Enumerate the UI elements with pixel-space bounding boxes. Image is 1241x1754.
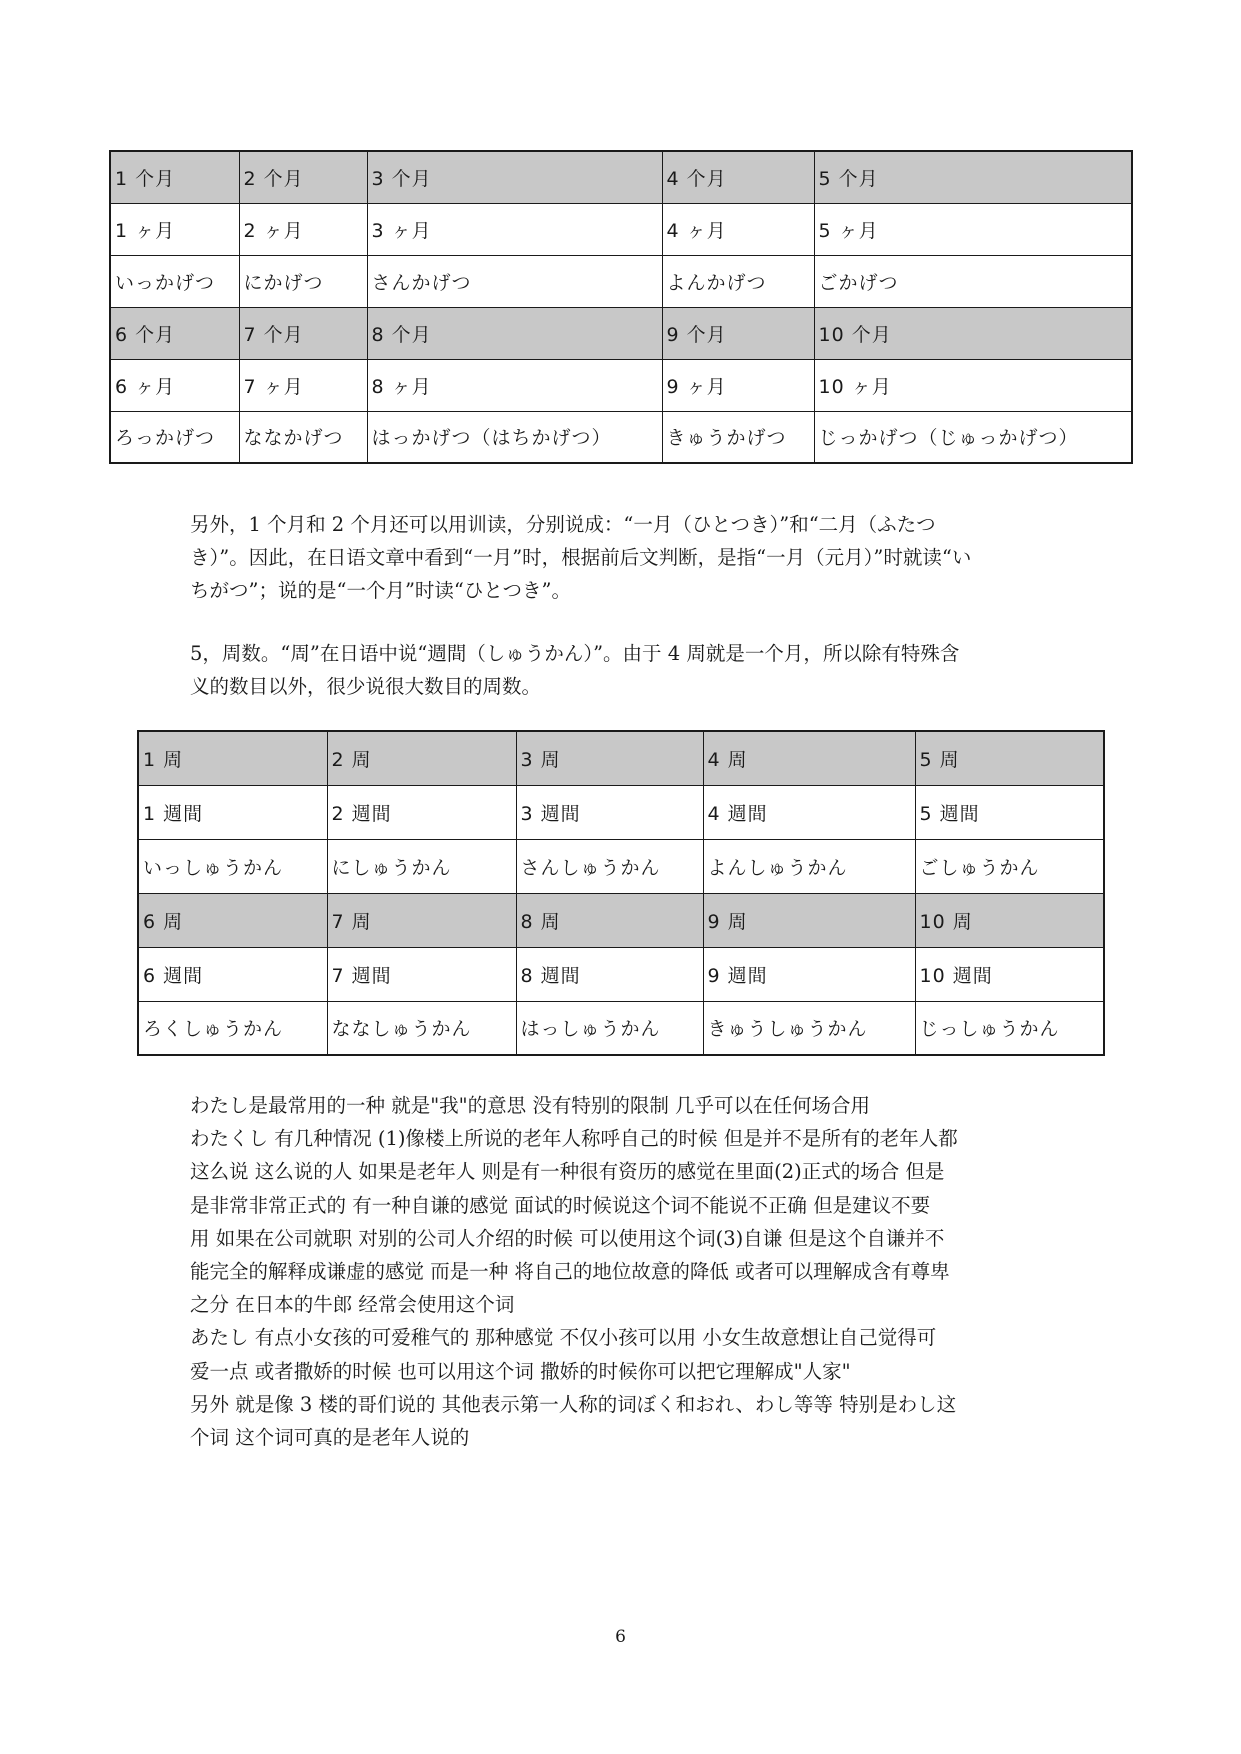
months-cell: 8 ヶ月: [367, 359, 662, 411]
months-cell: ろっかげつ: [110, 411, 239, 463]
months-cell: 3 个月: [367, 151, 662, 203]
note-line: 另外，1 个月和 2 个月还可以用训读，分别说成：“一月（ひとつき）”和“二月（ふたつ: [190, 513, 936, 536]
month-reading-note: [190, 508, 971, 607]
weeks-cell: 9 週間: [703, 947, 915, 1001]
weeks-intro-paragraph: [190, 637, 959, 703]
months-cell: 9 个月: [662, 307, 814, 359]
months-cell: ごかげつ: [814, 255, 1132, 307]
pronoun-note-line: 个词 这个词可真的是老年人说的: [190, 1426, 470, 1450]
months-cell: 7 个月: [239, 307, 367, 359]
months-cell: 3 ヶ月: [367, 203, 662, 255]
months-cell: 1 个月: [110, 151, 239, 203]
months-cell: 6 个月: [110, 307, 239, 359]
months-row: [110, 203, 1132, 255]
weeks-cell: ろくしゅうかん: [138, 1001, 327, 1055]
intro-line: 义的数目以外，很少说很大数目的周数。: [190, 675, 542, 698]
weeks-cell: さんしゅうかん: [516, 839, 703, 893]
months-cell: 4 个月: [662, 151, 814, 203]
months-cell: 6 ヶ月: [110, 359, 239, 411]
pronoun-note-line: 能完全的解释成谦虚的感觉 而是一种 将自己的地位故意的降低 或者可以理解成含有尊卑: [190, 1260, 950, 1284]
weeks-table-body: [138, 731, 1104, 1055]
weeks-cell: じっしゅうかん: [915, 1001, 1104, 1055]
page-number: 6: [615, 1627, 626, 1647]
months-row: [110, 359, 1132, 411]
pronoun-note-line: 另外 就是像 3 楼的哥们说的 其他表示第一人称的词ぼく和おれ、わし等等 特别是わし这: [190, 1392, 957, 1416]
weeks-cell: 8 週間: [516, 947, 703, 1001]
weeks-cell: 2 週間: [327, 785, 516, 839]
weeks-cell: 10 周: [915, 893, 1104, 947]
months-cell: 1 ヶ月: [110, 203, 239, 255]
pronoun-note-line: 爱一点 或者撒娇的时候 也可以用这个词 撒娇的时候你可以把它理解成"人家": [190, 1359, 851, 1383]
months-header-row: [110, 151, 1132, 203]
weeks-cell: 10 週間: [915, 947, 1104, 1001]
pronoun-note-line: 这么说 这么说的人 如果是老年人 则是有一种很有资历的感觉在里面(2)正式的场合 但是: [190, 1160, 945, 1184]
months-table: [109, 150, 1133, 464]
note-line: き）”。因此，在日语文章中看到“一月”时，根据前后文判断，是指“一月（元月）”时就读“い: [190, 546, 972, 569]
weeks-cell: 8 周: [516, 893, 703, 947]
weeks-cell: よんしゅうかん: [703, 839, 915, 893]
weeks-cell: 9 周: [703, 893, 915, 947]
weeks-cell: いっしゅうかん: [138, 839, 327, 893]
months-cell: にかげつ: [239, 255, 367, 307]
weeks-row: [138, 839, 1104, 893]
weeks-cell: ごしゅうかん: [915, 839, 1104, 893]
weeks-cell: ななしゅうかん: [327, 1001, 516, 1055]
weeks-cell: 5 周: [915, 731, 1104, 785]
months-row: [110, 411, 1132, 463]
months-cell: 2 ヶ月: [239, 203, 367, 255]
months-cell: 5 ヶ月: [814, 203, 1132, 255]
weeks-table: [137, 730, 1105, 1056]
weeks-header-row: [138, 893, 1104, 947]
weeks-cell: 6 周: [138, 893, 327, 947]
months-cell: 9 ヶ月: [662, 359, 814, 411]
pronoun-note-line: わたくし 有几种情况 (1)像楼上所说的老年人称呼自己的时候 但是并不是所有的老年人都: [190, 1127, 958, 1151]
weeks-cell: 7 週間: [327, 947, 516, 1001]
months-cell: 5 个月: [814, 151, 1132, 203]
pronoun-note-line: 之分 在日本的牛郎 经常会使用这个词: [190, 1293, 515, 1317]
weeks-cell: 1 周: [138, 731, 327, 785]
months-cell: きゅうかげつ: [662, 411, 814, 463]
months-cell: 2 个月: [239, 151, 367, 203]
months-cell: はっかげつ（はちかげつ）: [367, 411, 662, 463]
months-cell: よんかげつ: [662, 255, 814, 307]
months-cell: さんかげつ: [367, 255, 662, 307]
months-row: [110, 255, 1132, 307]
pronoun-note-line: わたし是最常用的一种 就是"我"的意思 没有特别的限制 几乎可以在任何场合用: [190, 1094, 871, 1117]
months-cell: じっかげつ（じゅっかげつ）: [814, 411, 1132, 463]
months-cell: 10 ヶ月: [814, 359, 1132, 411]
months-cell: 8 个月: [367, 307, 662, 359]
months-table-body: [110, 151, 1132, 463]
intro-line: 5，周数。“周”在日语中说“週間（しゅうかん）”。由于 4 周就是一个月，所以除有特殊含: [190, 642, 960, 665]
months-header-row: [110, 307, 1132, 359]
months-cell: ななかげつ: [239, 411, 367, 463]
weeks-cell: 6 週間: [138, 947, 327, 1001]
pronoun-note-line: 是非常非常正式的 有一种自谦的感觉 面试的时候说这个词不能说不正确 但是建议不要: [190, 1193, 931, 1217]
weeks-cell: 4 週間: [703, 785, 915, 839]
months-cell: 10 个月: [814, 307, 1132, 359]
weeks-cell: 1 週間: [138, 785, 327, 839]
pronoun-note-line: 用 如果在公司就职 对别的公司人介绍的时候 可以使用这个词(3)自谦 但是这个自谦并不: [190, 1226, 945, 1250]
pronoun-note-line: あたし 有点小女孩的可爱稚气的 那种感觉 不仅小孩可以用 小女生故意想让自己觉得可: [190, 1326, 937, 1350]
weeks-cell: 3 週間: [516, 785, 703, 839]
weeks-cell: にしゅうかん: [327, 839, 516, 893]
months-cell: いっかげつ: [110, 255, 239, 307]
weeks-header-row: [138, 731, 1104, 785]
weeks-row: [138, 785, 1104, 839]
weeks-row: [138, 1001, 1104, 1055]
weeks-cell: 5 週間: [915, 785, 1104, 839]
note-line: ちがつ”；说的是“一个月”时读“ひとつき”。: [190, 579, 571, 602]
weeks-cell: きゅうしゅうかん: [703, 1001, 915, 1055]
weeks-cell: 4 周: [703, 731, 915, 785]
weeks-cell: 2 周: [327, 731, 516, 785]
months-cell: 4 ヶ月: [662, 203, 814, 255]
weeks-cell: はっしゅうかん: [516, 1001, 703, 1055]
weeks-cell: 3 周: [516, 731, 703, 785]
weeks-cell: 7 周: [327, 893, 516, 947]
weeks-row: [138, 947, 1104, 1001]
months-cell: 7 ヶ月: [239, 359, 367, 411]
pronoun-notes: [190, 1089, 958, 1454]
